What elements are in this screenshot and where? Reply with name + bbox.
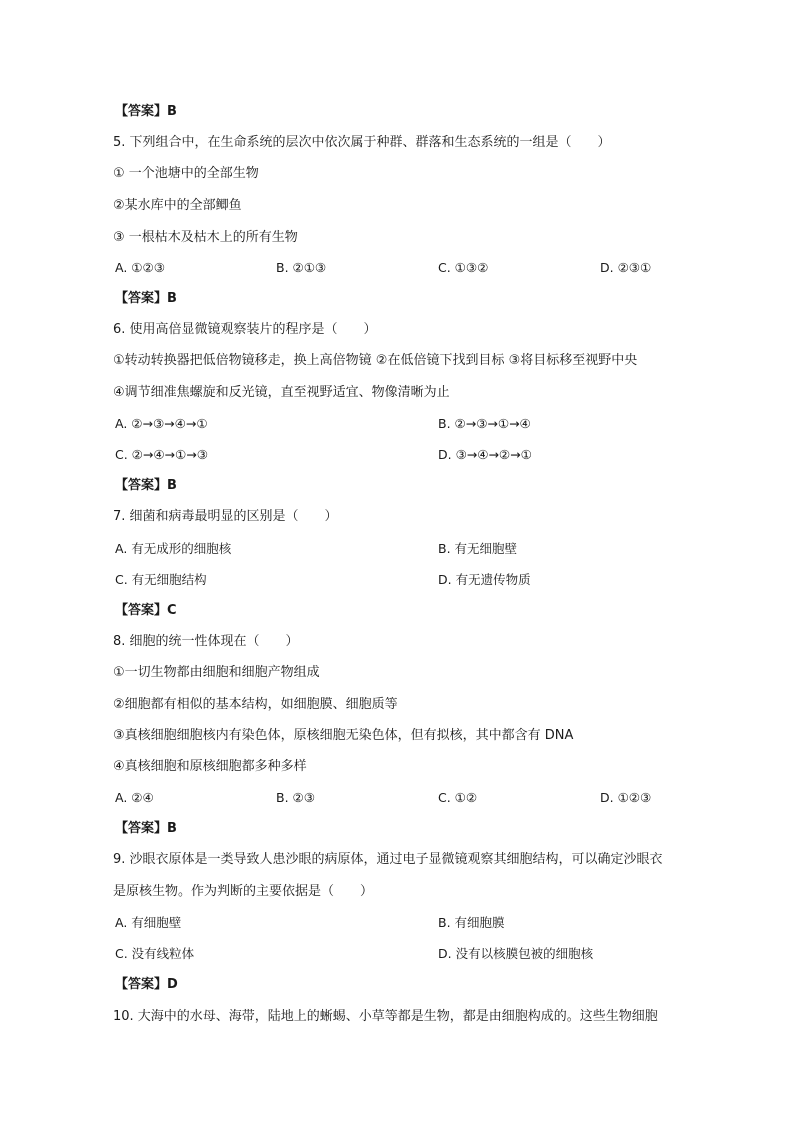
q8-answer: 【答案】B bbox=[115, 821, 177, 836]
q4-answer: 【答案】B bbox=[115, 104, 177, 119]
q9-option-c: C. 没有线粒体 bbox=[115, 946, 195, 961]
q5-item-3: ③ 一根枯木及枯木上的所有生物 bbox=[113, 230, 298, 245]
q8-option-b: B. ②③ bbox=[276, 790, 315, 805]
q5-item-2: ②某水库中的全部鲫鱼 bbox=[113, 198, 242, 213]
q7-stem: 7. 细菌和病毒最明显的区别是（ ） bbox=[113, 509, 338, 524]
q9-stem-line-2: 是原核生物。作为判断的主要依据是（ ） bbox=[113, 884, 374, 899]
q7-option-a: A. 有无成形的细胞核 bbox=[115, 541, 232, 556]
q8-item-3: ③真核细胞细胞核内有染色体，原核细胞无染色体，但有拟核，其中都含有 DNA bbox=[113, 728, 574, 743]
q5-option-c: C. ①③② bbox=[438, 260, 489, 275]
q5-option-b: B. ②①③ bbox=[276, 260, 327, 275]
q9-option-d: D. 没有以核膜包被的细胞核 bbox=[438, 946, 594, 961]
q8-option-c: C. ①② bbox=[438, 790, 478, 805]
q9-option-b: B. 有细胞膜 bbox=[438, 915, 505, 930]
q7-option-c: C. 有无细胞结构 bbox=[115, 572, 207, 587]
q6-stem: 6. 使用高倍显微镜观察装片的程序是（ ） bbox=[113, 322, 377, 337]
q8-option-a: A. ②④ bbox=[115, 790, 154, 805]
q6-option-c: C. ②→④→①→③ bbox=[115, 447, 208, 462]
q9-stem-line-1: 9. 沙眼衣原体是一类导致人患沙眼的病原体，通过电子显微镜观察其细胞结构，可以确定沙眼衣 bbox=[113, 852, 663, 867]
q10-stem-line-1: 10. 大海中的水母、海带，陆地上的蜥蜴、小草等都是生物，都是由细胞构成的。这些生物细胞 bbox=[113, 1009, 658, 1024]
q6-option-b: B. ②→③→①→④ bbox=[438, 416, 531, 431]
q8-stem: 8. 细胞的统一性体现在（ ） bbox=[113, 634, 299, 649]
q5-item-1: ① 一个池塘中的全部生物 bbox=[113, 166, 259, 181]
q8-item-4: ④真核细胞和原核细胞都多种多样 bbox=[113, 759, 307, 774]
q8-item-1: ①一切生物都由细胞和细胞产物组成 bbox=[113, 665, 320, 680]
q5-option-d: D. ②③① bbox=[600, 260, 652, 275]
q8-option-d: D. ①②③ bbox=[600, 790, 652, 805]
q6-option-d: D. ③→④→②→① bbox=[438, 447, 532, 462]
q6-item-2: ④调节细准焦螺旋和反光镜，直至视野适宜、物像清晰为止 bbox=[113, 385, 450, 400]
q6-option-a: A. ②→③→④→① bbox=[115, 416, 208, 431]
q5-stem: 5. 下列组合中，在生命系统的层次中依次属于种群、群落和生态系统的一组是（ ） bbox=[113, 135, 611, 150]
q9-option-a: A. 有细胞壁 bbox=[115, 915, 182, 930]
q6-item-1: ①转动转换器把低倍物镜移走，换上高倍物镜 ②在低倍镜下找到目标 ③将目标移至视野中央 bbox=[113, 353, 638, 368]
q7-answer: 【答案】C bbox=[115, 603, 177, 618]
q7-option-b: B. 有无细胞壁 bbox=[438, 541, 518, 556]
q9-answer: 【答案】D bbox=[115, 977, 178, 992]
q5-option-a: A. ①②③ bbox=[115, 260, 165, 275]
q7-option-d: D. 有无遗传物质 bbox=[438, 572, 531, 587]
q6-answer: 【答案】B bbox=[115, 478, 177, 493]
q5-answer: 【答案】B bbox=[115, 291, 177, 306]
q8-item-2: ②细胞都有相似的基本结构，如细胞膜、细胞质等 bbox=[113, 697, 398, 712]
